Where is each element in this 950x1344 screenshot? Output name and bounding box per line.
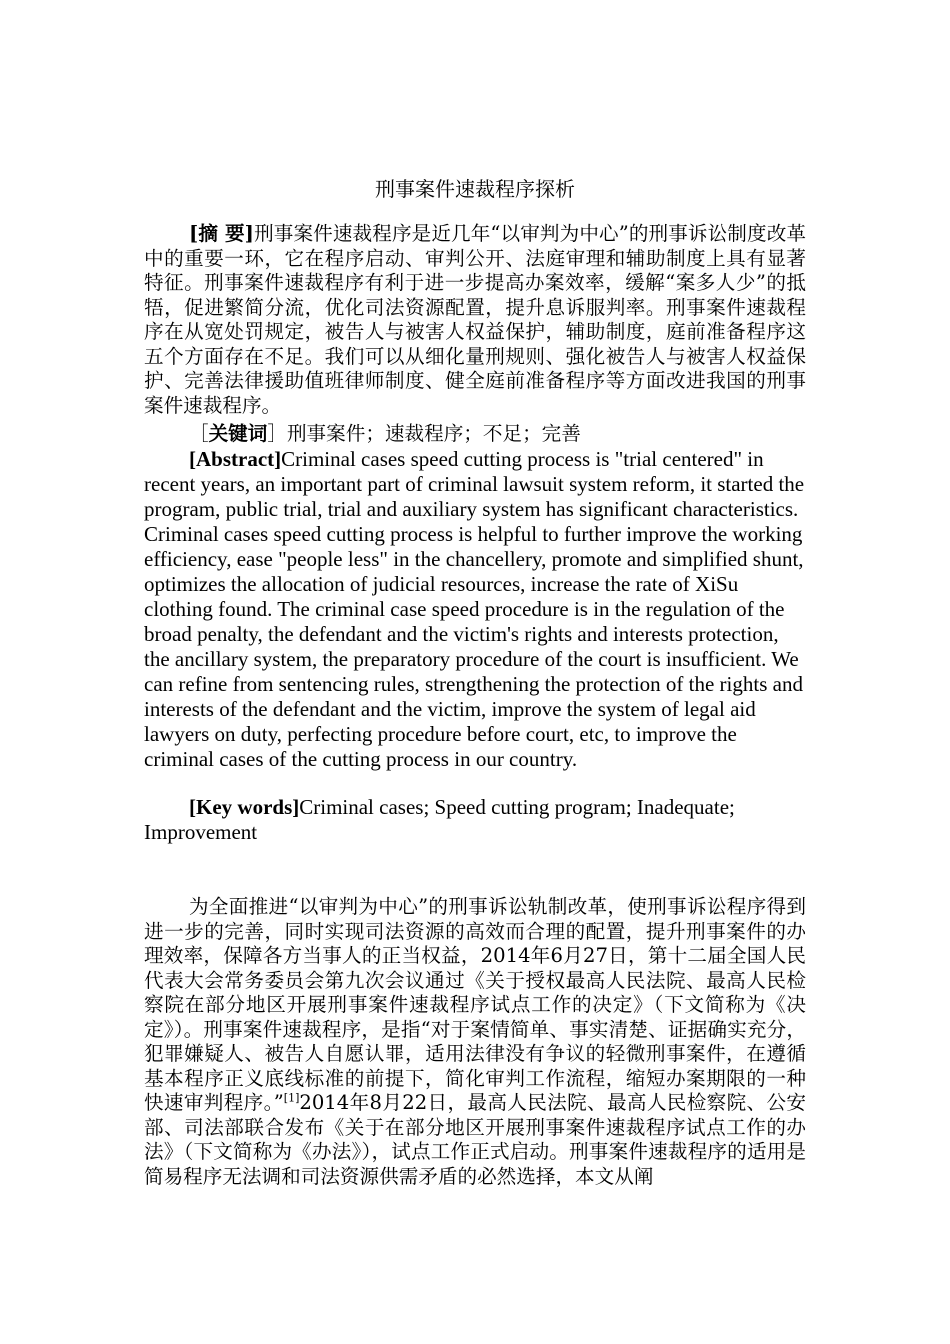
abstract-en <box>144 447 806 772</box>
body-text-part2: 2014年8月22日，最高人民法院、最高人民检察院、公安部、司法部联合发布《关于在部分地区开展刑事案件速裁程序试点工作的办法》（下文简称为《办法》），试点工作正式启动。刑事案件速裁程序的适用是简易程序无法调和司法资源供需矛盾的必然选择，本文从阐 <box>144 1091 807 1188</box>
keywords-zh-label: 关键词 <box>208 422 268 445</box>
document-title: 刑事案件速裁程序探析 <box>375 177 575 201</box>
keywords-zh <box>144 422 806 447</box>
abstract-zh-label: [摘 要] <box>189 222 254 245</box>
abstract-en-text: Criminal cases speed cutting process is "trial centered" in recent years, an important part of criminal lawsuit system reform, it started the program, public trial, trial and auxiliary system has significant characteristics. Criminal cases speed cutting process is helpful to further improve the working efficiency, ease "people less" in the chancellery, promote and simplified shunt, optimizes the allocation of judicial resources, increase the rate of XiSu clothing found. The criminal case speed procedure is in the regulation of the broad penalty, the defendant and the victim's rights and interests protection, the ancillary system, the preparatory procedure of the court is insufficient. We can refine from sentencing rules, strengthening the protection of the rights and interests of the defendant and the victim, improve the system of legal aid lawyers on duty, perfecting procedure before court, etc, to improve the criminal cases of the cutting process in our country. <box>144 447 805 771</box>
abstract-zh-text: 刑事案件速裁程序是近几年“以审判为中心”的刑事诉讼制度改革中的重要一环，它在程序启动、审判公开、法庭审理和辅助制度上具有显著特征。刑事案件速裁程序有利于进一步提高办案效率，缓解“案多人少”的抵牾，促进繁简分流，优化司法资源配置，提升息诉服判率。刑事案件速裁程序在从宽处罚规定，被告人与被害人权益保护，辅助制度，庭前准备程序这五个方面存在不足。我们可以从细化量刑规则、强化被告人与被害人权益保护、完善法律援助值班律师制度、健全庭前准备程序等方面改进我国的刑事案件速裁程序。 <box>144 222 806 417</box>
keywords-zh-close: ］ <box>267 422 287 445</box>
abstract-en-label: [Abstract] <box>189 447 282 471</box>
body-text-part1: 为全面推进“以审判为中心”的刑事诉讼轨制改革，使刑事诉讼程序得到进一步的完善，同时实现司法资源的高效而合理的配置，提升刑事案件的办理效率，保障各方当事人的正当权益，2014年6月27日，第十二届全国人民代表大会常务委员会第九次会议通过《关于授权最高人民法院、最高人民检察院在部分地区开展刑事案件速裁程序试点工作的决定》（下文简称为《决定》）。刑事案件速裁程序，是指“对于案情简单、事实清楚、证据确实充分，犯罪嫌疑人、被告人自愿认罪，适用法律没有争议的轻微刑事案件，在遵循基本程序正义底线标准的前提下，简化审判工作流程，缩短办案期限的一种快速审判程序。” <box>144 895 806 1114</box>
keywords-en <box>144 795 806 845</box>
keywords-zh-open: ［ <box>189 422 209 445</box>
keywords-en-text: Criminal cases; Speed cutting program; Inadequate; Improvement <box>144 795 735 844</box>
keywords-en-label: [Key words] <box>189 795 300 819</box>
abstract-zh <box>144 222 806 418</box>
keywords-zh-text: 刑事案件；速裁程序；不足；完善 <box>286 422 581 445</box>
body-paragraph <box>144 895 806 1189</box>
footnote-reference[interactable]: [1] <box>283 1091 300 1105</box>
